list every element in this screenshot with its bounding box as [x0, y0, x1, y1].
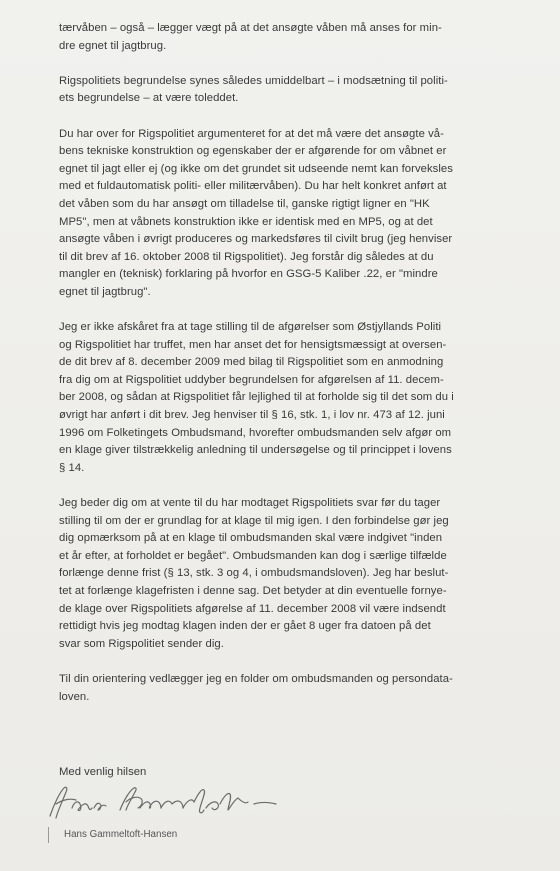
paragraph-line: dig opmærksom på at en klage til ombudsmanden skal være indgivet "inden: [59, 532, 443, 545]
letter-paragraph: [59, 671, 514, 706]
paragraph-line: ber 2008, og sådan at Rigspolitiet får lejlighed til at forholde sig til det som du i: [59, 391, 454, 404]
paragraph-line: med et fuldautomatisk politi- eller militærvåben). Du har helt konkret anført at: [59, 180, 447, 193]
paragraph-line: forlænge denne frist (§ 13, stk. 3 og 4, i ombudsmandsloven). Jeg har beslut-: [59, 567, 449, 580]
letter-paragraph: [59, 73, 514, 108]
paragraph-line: loven.: [59, 690, 90, 703]
paragraph-line: rettidigt hvis jeg modtag klagen inden der er gået 8 uger fra datoen på det: [59, 620, 431, 633]
paragraph-line: Til din orientering vedlægger jeg en folder om ombudsmanden og persondata-: [59, 672, 453, 685]
paragraph-line: ansøgte våben i øvrigt produceres og markedsføres til civilt brug (jeg henviser: [59, 233, 453, 246]
letter-body: [59, 20, 514, 724]
paragraph-line: stilling til om der er grundlag for at klage til mig igen. I den forbindelse gør jeg: [59, 514, 449, 527]
closing-salutation: Med venlig hilsen: [59, 766, 147, 778]
letter-paragraph: [59, 319, 514, 477]
paragraph-line: MP5", men at våbnets konstruktion ikke er identisk med en MP5, og at det: [59, 215, 433, 228]
paragraph-line: tet at forlænge klagefristen i denne sag. Det betyder at din eventuelle fornye-: [59, 585, 447, 597]
paragraph-line: svar som Rigspolitiet sender dig.: [59, 637, 224, 650]
letter-paragraph: [59, 495, 514, 653]
paragraph-line: en klage giver tilstrækkelig anledning til undersøgelse og til princippet i lovens: [59, 444, 452, 457]
paragraph-line: fra dig om at Rigspolitiet uddyber begrundelsen for afgørelsen af 11. decem-: [59, 373, 444, 386]
paragraph-line: tærvåben – også – lægger vægt på at det ansøgte våben må anses for min-: [59, 22, 442, 34]
paragraph-line: bens tekniske konstruktion og egenskaber der er afgørende for om våbnet er: [59, 145, 447, 158]
handwritten-signature-image: [42, 778, 282, 826]
paragraph-line: § 14.: [59, 461, 85, 474]
paragraph-line: Rigspolitiets begrundelse synes således umiddelbart – i modsætning til politi-: [59, 74, 448, 87]
paragraph-line: egnet til jagtbrug".: [59, 285, 151, 298]
paragraph-line: et år efter, at forholdet er begået". Ombudsmanden kan dog i særlige tilfælde: [59, 549, 447, 562]
paragraph-line: de klage over Rigspolitiets afgørelse af 11. december 2008 vil være indsendt: [59, 602, 446, 615]
paragraph-line: Jeg er ikke afskåret fra at tage stilling til de afgørelser som Østjyllands Politi: [59, 321, 442, 334]
paragraph-line: egnet til jagt eller ej (og ikke om det grundet sit udseende nemt kan forveksles: [59, 162, 453, 175]
paragraph-line: øvrigt har anført i dit brev. Jeg henviser til § 16, stk. 1, i lov nr. 473 af 12. juni: [59, 409, 445, 422]
paragraph-line: de dit brev af 8. december 2009 med bilag til Rigspolitiet som en anmodning: [59, 356, 444, 369]
letter-paragraph: [59, 126, 514, 302]
letter-paragraph: [59, 20, 514, 55]
paragraph-line: Du har over for Rigspolitiet argumenteret for at det må være det ansøgte vå-: [59, 127, 444, 140]
margin-mark: [48, 827, 49, 843]
paragraph-line: og Rigspolitiet har truffet, men har anset det for hensigtsmæssigt at oversen-: [59, 338, 447, 351]
paragraph-line: ets begrundelse – at være toleddet.: [59, 92, 239, 105]
paragraph-line: til dit brev af 16. oktober 2008 til Rigspolitiet). Jeg forstår dig således at du: [59, 250, 434, 263]
paragraph-line: mangler en (teknisk) forklaring på hvorfor en GSG-5 Kaliber .22, er "mindre: [59, 268, 438, 281]
paragraph-line: 1996 om Folketingets Ombudsmand, hvorefter ombudsmanden selv afgør om: [59, 426, 452, 439]
paragraph-line: dre egnet til jagtbrug.: [59, 39, 167, 52]
paragraph-line: Jeg beder dig om at vente til du har modtaget Rigspolitiets svar før du tager: [59, 497, 441, 510]
paragraph-line: det våben som du har ansøgt om tilladelse til, ganske rigtigt ligner en "HK: [59, 197, 430, 210]
signer-name: Hans Gammeltoft-Hansen: [64, 829, 178, 840]
signature-icon: [42, 778, 282, 826]
